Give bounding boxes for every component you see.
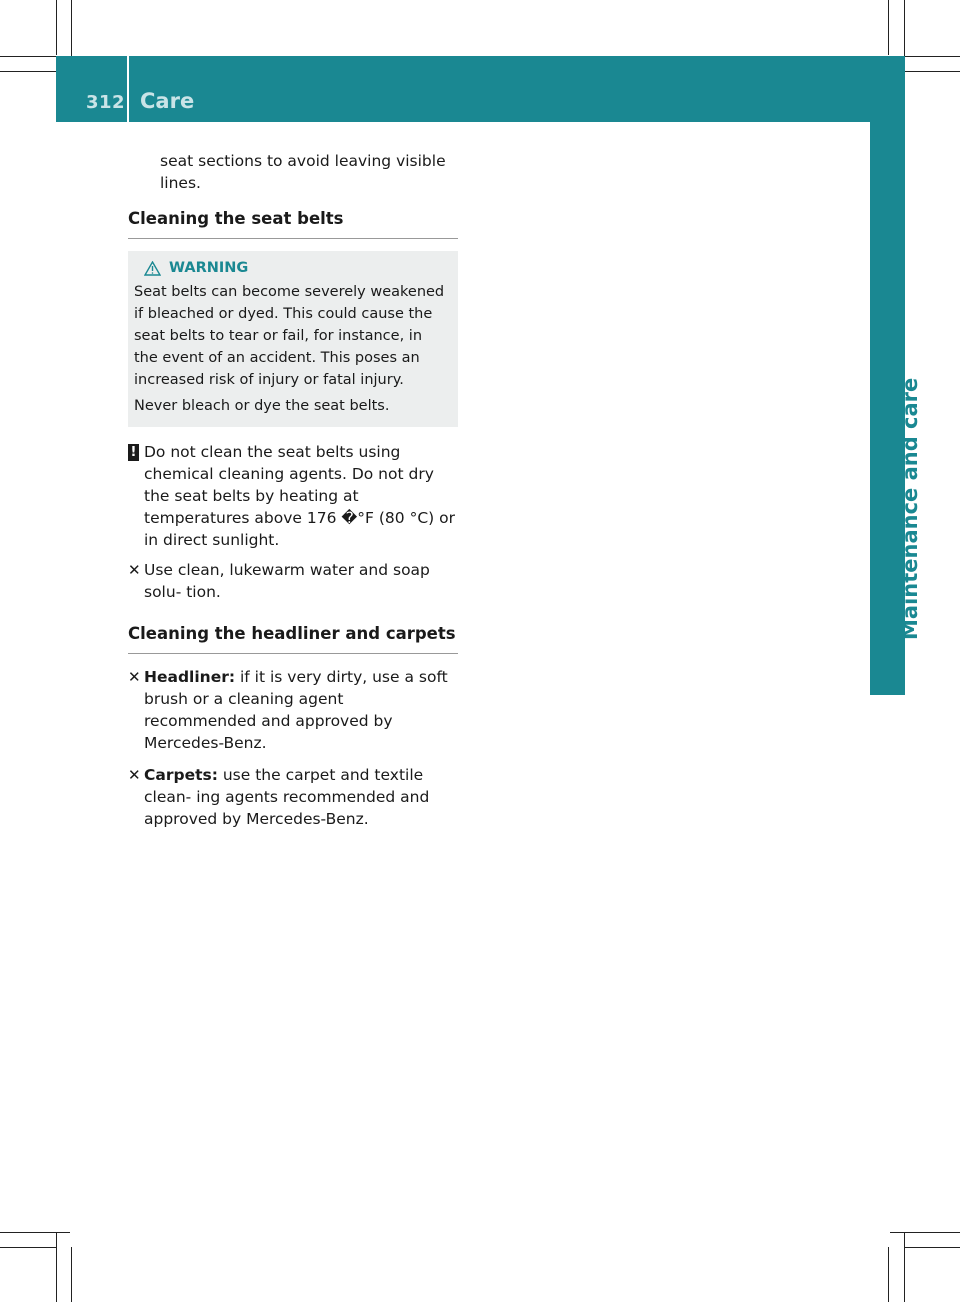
step-lead: Headliner: — [144, 668, 236, 686]
page-number: 312 — [86, 92, 126, 113]
note-item — [128, 441, 458, 551]
heading-headliner-carpets: Cleaning the headliner and carpets — [128, 623, 458, 654]
crop-mark — [71, 1247, 72, 1302]
crop-mark — [888, 0, 889, 55]
step-item — [128, 764, 458, 830]
content-column — [128, 150, 458, 840]
warning-header — [144, 257, 450, 279]
header-divider — [127, 56, 129, 122]
section-title: Care — [140, 89, 195, 113]
step-item — [128, 559, 458, 603]
step-text: Use clean, lukewarm water and soap solu- tion. — [144, 561, 430, 601]
crop-mark — [0, 1232, 70, 1233]
crop-mark — [890, 1232, 960, 1233]
step-lead: Carpets: — [144, 766, 218, 784]
step-arrow-icon: ✕ — [128, 668, 141, 686]
step-text: if it is very dirty, use a soft brush or a cleaning agent recommended and approved by Mercedes-Benz. — [144, 668, 448, 752]
warning-box — [128, 251, 458, 427]
crop-mark — [56, 0, 57, 55]
chapter-side-tab-label: Maintenance and care — [898, 377, 922, 640]
crop-mark — [888, 1247, 889, 1302]
warning-title: WARNING — [169, 260, 249, 276]
warning-paragraph: Never bleach or dye the seat belts. — [134, 398, 390, 414]
crop-mark — [905, 1247, 960, 1248]
crop-mark — [904, 1232, 905, 1302]
crop-mark — [56, 1232, 57, 1302]
step-arrow-icon: ✕ — [128, 561, 141, 579]
step-text: use the carpet and textile clean- ing agents recommended and approved by Mercedes-Benz. — [144, 766, 430, 828]
warning-triangle-icon — [144, 261, 161, 276]
note-text: Do not clean the seat belts using chemical cleaning agents. Do not dry the seat belts by heating at temperatures above 176 �°F (80 °C) or in direct sunlight. — [144, 443, 455, 549]
crop-mark — [0, 56, 56, 57]
warning-paragraph: Seat belts can become severely weakened if bleached or dyed. This could cause the seat belts to tear or fail, for instance, in the event of an accident. This poses an increased risk of injury or fatal injury. — [134, 284, 445, 388]
crop-mark — [905, 56, 960, 57]
step-item — [128, 666, 458, 754]
exclamation-icon: ! — [128, 444, 139, 461]
heading-seat-belts: Cleaning the seat belts — [128, 208, 458, 239]
crop-mark — [0, 1247, 56, 1248]
continued-paragraph: seat sections to avoid leaving visible lines. — [160, 152, 446, 192]
step-arrow-icon: ✕ — [128, 766, 141, 784]
